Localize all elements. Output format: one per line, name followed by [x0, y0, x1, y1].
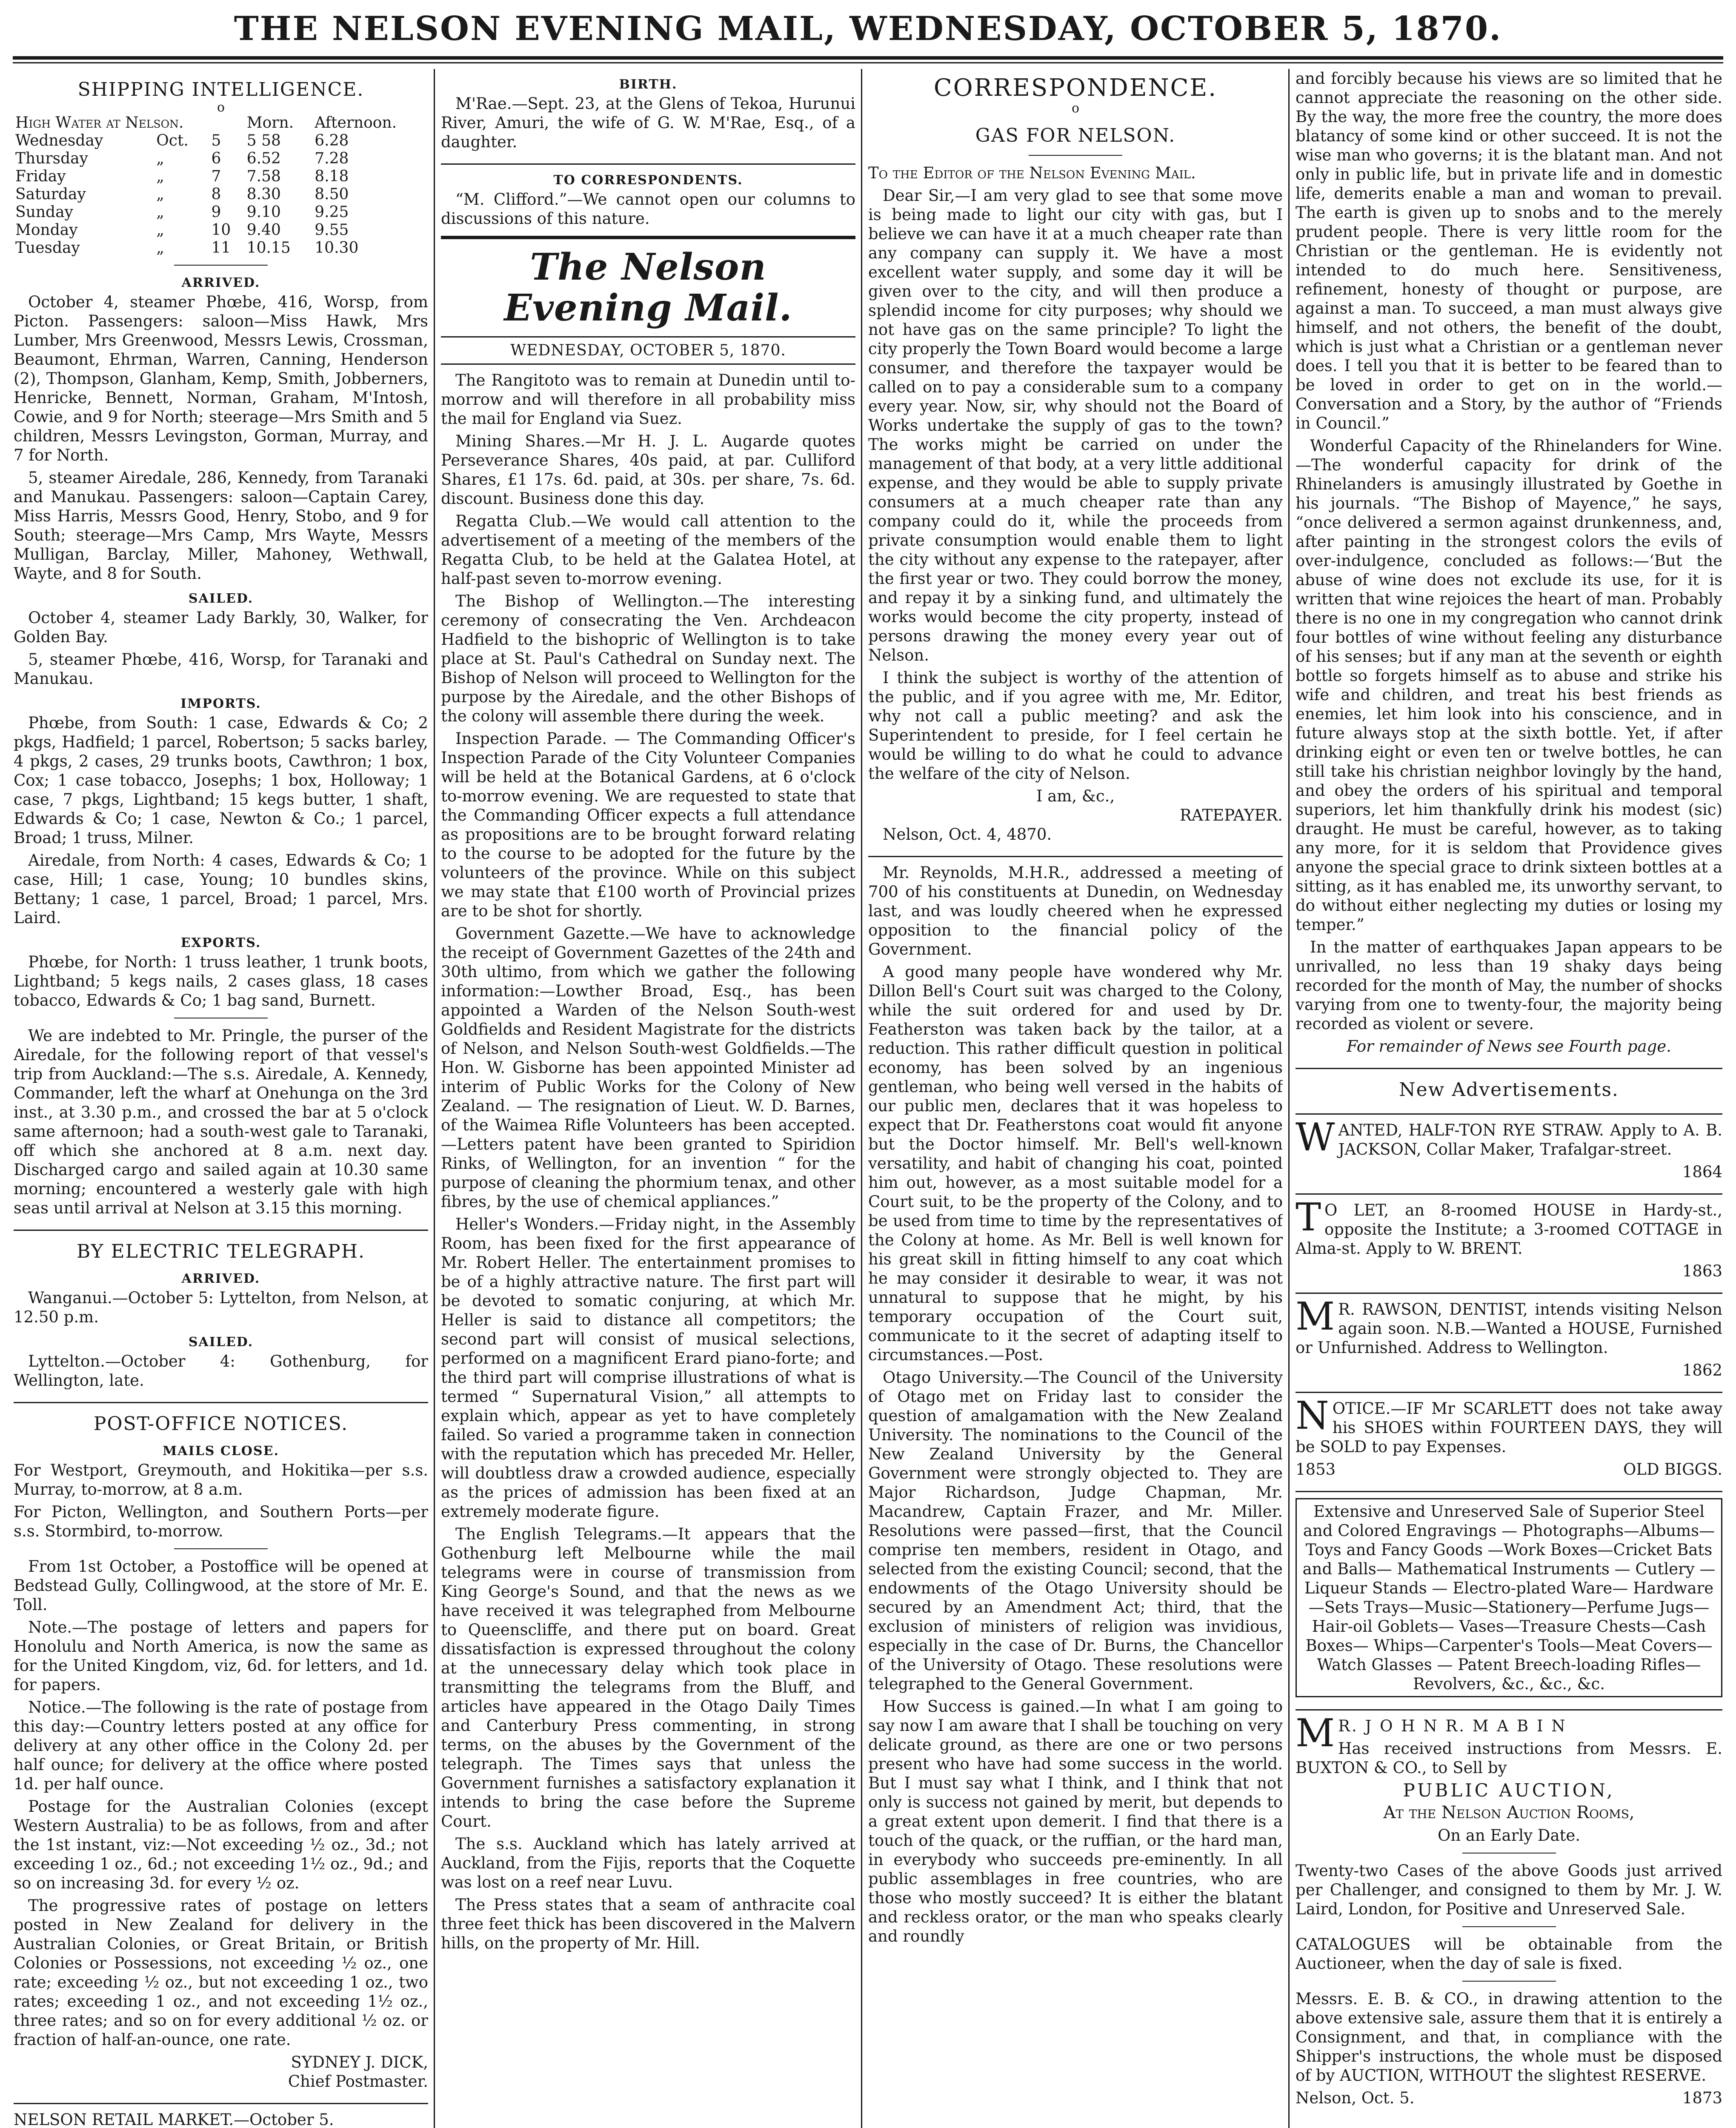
tide-date: 6: [211, 150, 221, 167]
tide-afternoon: 8.18: [315, 168, 349, 185]
tide-month: „: [156, 239, 164, 257]
correspondence-heading: CORRESPONDENCE.: [933, 74, 1218, 102]
drop-cap: N: [1296, 1393, 1329, 1438]
section-rule: [441, 163, 855, 165]
tide-month: „: [156, 203, 164, 221]
exports-heading: EXPORTS.: [180, 935, 261, 950]
tide-row: [14, 239, 428, 257]
tide-afternoon: 6.28: [315, 132, 349, 149]
arrival-entry: October 4, steamer Phœbe, 416, Worsp, from Picton. Passengers: saloon—Miss Hawk, Mrs Lumber, Mrs Greenwood, Messrs Lewis, Crossman, Beaumont, Ehrman, Warren, Canning, Henderson (2), Thompson, Glanham, Kemp, Smith, Jobberners, Henricke, Bennett, Norman, Graham, M'Intosh, Cowie, and 9 for North; steerage—Mrs Smith and 5 children, Messrs Levingston, Gorman, Murray, and 7 for North.: [14, 293, 428, 464]
title-rule-thin: [13, 62, 1723, 63]
tide-row: [14, 150, 428, 168]
tide-month: „: [156, 150, 164, 167]
mail-item: For Westport, Greymouth, and Hokitika—per s.s. Murray, to-morrow, at 8 a.m.: [14, 1461, 428, 1499]
import-entry: Phœbe, from South: 1 case, Edwards & Co; 2 pkgs, Hadfield; 1 parcel, Robertson; 5 sacks barley, 4 pkgs, 2 cases, 29 trunks boots, Cawthron; 1 box, Cox; 1 case tobacco, Josephs; 1 box, Holloway; 1 case, 7 pkgs, Lightband; 15 kegs butter, 1 shaft, Edwards & Co; 1 case, Newton & Co.; 1 parcel, Broad; 1 truss, Milner.: [14, 714, 428, 847]
drop-cap: M: [1296, 1294, 1335, 1339]
tide-afternoon: 8.50: [315, 186, 349, 203]
auction-venue: At the Nelson Auction Rooms,: [1383, 1803, 1635, 1822]
post-notice: Notice.—The following is the rate of postage from this day:—Country letters posted at any office for delivery at any other office in the Colony 2d. per half ounce; for delivery at the office where posted 1d. per half ounce.: [14, 1698, 428, 1793]
tide-header-afternoon: Afternoon.: [315, 114, 397, 132]
editorial-paragraph: The Press states that a seam of anthracite coal three feet thick has been discovered in the Malvern hills, on the property of Mr. Hill.: [441, 1896, 855, 1952]
auction-date: On an Early Date.: [1437, 1826, 1581, 1845]
divider: [1462, 1981, 1556, 1982]
advert-ref: 1863: [1682, 1262, 1722, 1280]
editorial-paragraph: Inspection Parade. — The Commanding Officer's Inspection Parade of the City Volunteer Companies will be held at the Botanical Gardens, at 6 o'clock to-morrow evening. We are requested to state that the Commanding Officer expects a full attendance as propositions are to be brought forward relating to the course to be adopted for the future by the volunteers of the province. While on this subject we may state that £100 worth of Provincial prizes are to be shot for shortly.: [441, 729, 855, 920]
tide-month: „: [156, 186, 164, 203]
auction-paragraph: CATALOGUES will be obtainable from the Auctioneer, when the day of sale is fixed.: [1296, 1935, 1722, 1973]
correspondents-heading: TO CORRESPONDENTS.: [553, 173, 743, 188]
advert-ref: 1864: [1682, 1163, 1722, 1181]
tide-date: 10: [211, 221, 231, 239]
birth-notice: M'Rae.—Sept. 23, at the Glens of Tekoa, Hurunui River, Amuri, the wife of G. W. M'Rae, Esq., of a daughter.: [441, 94, 855, 151]
article-continuation: and forcibly because his views are so limited that he cannot appreciate the reasoning on the other side. By the way, the more free the country, the more does blatancy of some kind or other succeed. It is not the wise man who governs; it is the blatant man. And not only in public life, but in private life and in domestic life, demerits enable a man and woman to prevail. The earth is given up to snobs and to the merely prudent people. There is very little room for the Christian or the gentleman. He is evidently not intended to do much here. Sensitiveness, refinement, honesty of thought or purpose, are against a man. To succeed, a man must always give himself, and not others, the benefit of the doubt, which is just what a Christian or a gentleman never does. I tell you that it is better to be feared than to be loved in order to get on in the world.—Conversation and a Story, by the author of “Friends in Council.”: [1296, 69, 1722, 432]
column-4: [1296, 69, 1722, 2128]
letter-closing: I am, &c.,: [1036, 787, 1115, 805]
masthead-date: WEDNESDAY, OCTOBER 5, 1870.: [441, 338, 855, 365]
tide-date: 9: [211, 203, 221, 221]
section-rule: [14, 1230, 428, 1231]
arrived-heading: ARRIVED.: [181, 275, 260, 290]
section-rule: [1296, 1113, 1722, 1115]
auction-paragraph: Messrs. E. B. & CO., in drawing attention to the above extensive sale, assure them that it is entirely a Consignment, and that, in compliance with the Shipper's instructions, the whole must be disposed of by AUCTION, WITHOUT the slightest RESERVE.: [1296, 1990, 1722, 2085]
advert-ref: 1873: [1682, 2089, 1722, 2107]
post-notice: Note.—The postage of letters and papers for Honolulu and North America, is now the same as for the United Kingdom, viz, 6d. for letters, and 1d. for papers.: [14, 1618, 428, 1694]
tide-morn: 9.10: [246, 203, 281, 221]
page-title: THE NELSON EVENING MAIL, WEDNESDAY, OCTOBER 5, 1870.: [234, 9, 1502, 48]
tide-date: 11: [211, 239, 231, 257]
tide-date: 7: [211, 168, 221, 185]
section-rule: [1296, 1491, 1722, 1492]
news-paragraph: Otago University.—The Council of the University of Otago met on Friday last to consider the question of amalgamation with the New Zealand University. The nominations to the Council of the New Zealand University by the General Government were strongly objected to. They are Major Richardson, Judge Chapman, Mr. Macandrew, Captain Frazer, and Mr. Miller. Resolutions were passed—first, that the Council comprise ten members, resident in Otago, and selected from the existing Council; second, that the endowments of the Otago University should be secured by an Amendment Act; third, that the exclusion of ministers of religion was invidious, especially in the case of Dr. Burns, the Chancellor of the University of Otago. These resolutions were telegraphed to the General Government.: [868, 1368, 1283, 1693]
ornament: o: [1071, 101, 1080, 116]
column-rule-2: [861, 69, 862, 2128]
tide-day: Saturday: [15, 186, 86, 203]
advert-ref: 1853: [1296, 1460, 1336, 1479]
advert-signature: OLD BIGGS.: [1623, 1460, 1722, 1479]
tide-month: Oct.: [156, 132, 189, 149]
advert-to-let: [1296, 1195, 1722, 1281]
telegraph-sailed-heading: SAILED.: [188, 1335, 254, 1350]
tide-date: 8: [211, 186, 221, 203]
column-rule-3: [1288, 69, 1290, 2128]
post-notice: The progressive rates of postage on letters posted in New Zealand for delivery in the Australian Colonies, or Great Britain, or British Colonies or Possessions, not exceeding ½ oz., one rate; exceeding ½ oz., but not exceeding 1 oz., two rates; exceeding 1 oz., and not exceeding 1½ oz., three rates; and so on for every additional ½ oz. or fraction of half-an-ounce, one rate.: [14, 1896, 428, 2049]
tide-row: [14, 203, 428, 221]
tide-afternoon: 9.55: [315, 221, 349, 239]
sale-box: Extensive and Unreserved Sale of Superior Steel and Colored Engravings — Photographs—Albums—Toys and Fancy Goods —Work Boxes—Cricket Bats and Balls— Mathematical Instruments — Cutlery — Liqueur Stands — Electro-plated Ware— Hardware—Sets Trays—Music—Stationery—Perfume Jugs— Hair-oil Goblets— Vases—Treasure Chests—Cash Boxes— Whips—Carpenter's Tools—Meat Covers— Watch Glasses — Patent Breech-loading Rifles—Revolvers, &c., &c., &c.: [1296, 1498, 1722, 1697]
auction-footer: [1296, 2088, 1722, 2108]
postmaster-signature: SYDNEY J. DICK,: [291, 2053, 428, 2071]
advert-dentist: [1296, 1294, 1722, 1380]
telegraph-heading: BY ELECTRIC TELEGRAPH.: [76, 1241, 366, 1262]
news-paragraph: A good many people have wondered why Mr. Dillon Bell's Court suit was charged to the Colony, while the suit ordered for and used by Dr. Featherston was taken back by the tailor, at a reduction. This rather difficult question in political economy, has been solved by an ingenious gentleman, who being well versed in the habits of our public men, declares that it was hopeless to expect that Dr. Featherstons coat would fit anyone but the Doctor himself. Mr. Bell's well-known versatility, and habit of changing his coat, pointed him out, however, as a most suitable model for a Court suit, to be the property of the Colony, and to be used from time to time by the representatives of the Colony at home. As Mr. Bell is well known for his great skill in fitting himself to any coat which he may consider it desirable to wear, it was not unnatural to suppose that he might, by his temporary occupation of the Court suit, communicate to it the secret of adapting itself to circumstances.—Post.: [868, 963, 1283, 1364]
news-paragraph: How Success is gained.—In what I am going to say now I am aware that I shall be touching on very delicate ground, as there are one or two persons present who have had some success in the world. But I must say what I think, and I think that not only is success not gained by merit, but depends to a great extent upon demerit. I find that there is a touch of the quack, or the ruffian, or the hard man, in everybody who succeeds pre-eminently. In all public assemblages in free countries, who are those who mostly succeed? It is either the blatant and reckless orator, or the man who speaks clearly and roundly: [868, 1697, 1283, 1945]
tide-header-morn: Morn.: [246, 114, 294, 132]
gas-heading: GAS FOR NELSON.: [975, 125, 1176, 146]
sailing-entry: 5, steamer Phœbe, 416, Worsp, for Taranaki and Manukau.: [14, 650, 428, 688]
divider: [1029, 155, 1122, 156]
postmaster-title: Chief Postmaster.: [288, 2072, 428, 2091]
tide-month: „: [156, 221, 164, 239]
section-rule: [1296, 1392, 1722, 1393]
section-rule: [1296, 1709, 1722, 1710]
drop-cap: W: [1296, 1115, 1335, 1160]
shipping-heading: SHIPPING INTELLIGENCE.: [77, 79, 364, 100]
article-paragraph: Wonderful Capacity of the Rhinelanders for Wine.—The wonderful capacity for drink of the Rhinelanders is amusingly illustrated by Goethe in his journals. “The Bishop of Mayence,” he says, “once delivered a sermon against drunkenness, and, after painting in the strongest colors the evils of over-indulgence, concluded as follows:—‘But the abuse of wine does not exclude its use, for it is written that wine rejoices the heart of man. Probably there is no one in my congregation who cannot drink four bottles of wine without feeling any disturbance of his senses; but if any man at the seventh or eighth bottle so forgets himself as to abuse and strike his wife and children, and treat his best friends as enemies, let him look into his conscience, and in future always stop at the sixth bottle. Yet, if after drinking eight or even ten or twelve bottles, he can still take his christian neighbor lovingly by the hand, and obey the orders of his spiritual and temporal superiors, let him thankfully drink his modest (sic) draught. He must be careful, however, as to taking any more, for it is seldom that Providence gives anyone the special grace to drink sixteen bottles at a sitting, as it has enabled me, its unworthy servant, to do without either neglecting my duties or losing my temper.”: [1296, 437, 1722, 934]
export-entry: Phœbe, for North: 1 truss leather, 1 trunk boots, Lightband; 5 kegs nails, 2 cases glass, 18 cases tobacco, Edwards & Co; 1 bag sand, Burnett.: [14, 953, 428, 1010]
section-rule: [1296, 1293, 1722, 1294]
advert-straw: [1296, 1115, 1722, 1181]
letter-paragraph: I think the subject is worthy of the attention of the public, and if you agree with me, Mr. Editor, why not call a public meeting? and ask the Superintendent to preside, for I feel certain he would be willing to do what he could to advance the welfare of the city of Nelson.: [868, 669, 1283, 783]
letter-paragraph: Dear Sir,—I am very glad to see that some move is being made to light our city with gas, but I believe we can have it at a much cheaper rate than any company can supply it. We have a most excellent water supply, and some day it will be given over to the city, and will then produce a splendid income for city purposes; why should we not have gas on the same principle? To light the city properly the Town Board would become a large consumer, and therefore the taxpayer would be called on to pay a considerable sum to a company every year. Now, sir, why should not the Board of Works undertake the supply of gas to the town? The works might be carried on under the management of that body, at a very little additional expense, and they would be able to supply private consumers at a much cheaper rate than any company could do it, while the proceeds from private consumption would enable them to light the city without any expense to the ratepayer, after the first year or two. They could borrow the money, and repay it by a sinking fund, and ultimately the works would become the city property, instead of persons drawing the money every year out of Nelson.: [868, 186, 1283, 664]
tide-afternoon: 7.28: [315, 150, 349, 167]
market-heading: NELSON RETAIL MARKET.—October 5.: [14, 2111, 334, 2128]
column-2: [441, 69, 855, 2128]
tide-morn: 7.58: [246, 168, 281, 185]
editorial-paragraph: The Rangitoto was to remain at Dunedin until to-morrow and will therefore in all probability miss the mail for England via Suez.: [441, 371, 855, 428]
telegraph-sailing: Lyttelton.—October 4: Gothenburg, for Wellington, late.: [14, 1352, 428, 1390]
tide-month: „: [156, 168, 164, 185]
section-rule: [868, 856, 1283, 857]
telegraph-arrived-heading: ARRIVED.: [181, 1271, 260, 1286]
editorial-paragraph: Government Gazette.—We have to acknowledge the receipt of Government Gazettes of the 24th and 30th ultimo, from which we gather the following information:—Lowther Broad, Esq., has been appointed a Warden of the Nelson South-west Goldfields and Resident Magistrate for the districts of Nelson, and Nelson South-west Goldfields.—The Hon. W. Gisborne has been appointed Minister ad interim of Public Works for the Colony of New Zealand. — The resignation of Lieut. W. D. Barnes, of the Waimea Rifle Volunteers has been accepted.—Letters patent have been granted to Spiridion Rinks, of Wellington, for an invention “ for the purpose of cleaning the phormium tenax, and other fibres, by the use of chemical appliances.”: [441, 924, 855, 1211]
tide-afternoon: 10.30: [315, 239, 359, 257]
auction-title: PUBLIC AUCTION,: [1403, 1780, 1615, 1801]
tide-day: Friday: [15, 168, 66, 185]
drop-cap: M: [1296, 1711, 1335, 1756]
section-rule: [1296, 1068, 1722, 1069]
tide-row: [14, 221, 428, 239]
post-office-heading: POST-OFFICE NOTICES.: [93, 1413, 349, 1435]
advert-notice: [1296, 1393, 1722, 1479]
tide-morn: 8.30: [246, 186, 281, 203]
sailed-heading: SAILED.: [188, 591, 254, 606]
drop-cap: T: [1296, 1195, 1321, 1240]
sailing-entry: October 4, steamer Lady Barkly, 30, Walker, for Golden Bay.: [14, 609, 428, 646]
column-3: [868, 69, 1283, 2128]
section-rule: [14, 1402, 428, 1403]
divider: [1462, 1926, 1556, 1927]
tide-afternoon: 9.25: [315, 203, 349, 221]
tide-date: 5: [211, 132, 221, 149]
editorial-paragraph: The s.s. Auckland which has lately arrived at Auckland, from the Fijis, reports that the Coquette was lost on a reef near Luvu.: [441, 1835, 855, 1891]
correspondents-notice: “M. Clifford.”—We cannot open our columns to discussions of this nature.: [441, 190, 855, 228]
tide-day: Sunday: [15, 203, 73, 221]
tide-row: [14, 168, 428, 186]
article-paragraph: In the matter of earthquakes Japan appears to be unrivalled, no less than 19 shaky days being recorded for the month of May, the number of shocks varying from one to twenty-four, the majority being recorded as violent or severe.: [1296, 938, 1722, 1033]
birth-heading: BIRTH.: [619, 77, 678, 92]
letter-dateline: Nelson, Oct. 4, 4870.: [883, 825, 1052, 844]
tide-row: [14, 132, 428, 150]
editorial-paragraph: The Bishop of Wellington.—The interesting ceremony of consecrating the Ven. Archdeacon Hadfield to the bishopric of Wellington is to take place at St. Paul's Cathedral on Sunday next. The Bishop of Nelson will proceed to Wellington for the purpose by the Airedale, and the other Bishops of the colony will assemble there during the week.: [441, 592, 855, 725]
tide-morn: 10.15: [246, 239, 291, 257]
editorial-paragraph: Heller's Wonders.—Friday night, in the Assembly Room, has been fixed for the first appearance of Mr. Robert Heller. The entertainment promises to be of a highly attractive nature. The first part will be devoted to somatic conjuring, at which Mr. Heller is said to distance all competitors; the second part will consist of musical selections, performed on a magnificent Erard piano-forte; and the third part will comprise illustrations of what is termed “ Supernatural Vision,” all attempts to explain which, appear as yet to have completely failed. So varied a programme taken in connection with the reputation which has preceded Mr. Heller, will doubtless draw a crowded audience, especially as the prices of admission has been fixed at an extremely moderate figure.: [441, 1215, 855, 1521]
voyage-report: We are indebted to Mr. Pringle, the purser of the Airedale, for the following report of that vessel's trip from Auckland:—The s.s. Airedale, A. Kennedy, Commander, left the wharf at Onehunga on the 3rd inst., at 3.30 p.m., and crossed the bar at 5 o'clock same afternoon; had a south-west gale to Taranaki, off which she anchored at 8 a.m. next day. Discharged cargo and sailed again at 10.30 same morning; encountered a westerly gale with high seas until arrival at Nelson at 3.15 this morning.: [14, 1027, 428, 1217]
ornament: o: [217, 100, 225, 115]
mail-item: For Picton, Wellington, and Southern Ports—per s.s. Stormbird, to-morrow.: [14, 1503, 428, 1540]
auction-line: Has received instructions from Messrs. E. BUXTON & CO., to Sell by: [1296, 1739, 1722, 1777]
editorial-paragraph: Mining Shares.—Mr H. J. L. Augarde quotes Perseverance Shares, 40s paid, at par. Culliford Shares, £1 17s. 6d. paid, at 30s. per share, 7s. 6d. discount. Business done this day.: [441, 432, 855, 508]
divider: [174, 1548, 268, 1549]
section-rule: [14, 2103, 428, 2104]
masthead: The Nelson Evening Mail.: [441, 236, 855, 338]
tide-header-place: High Water at Nelson.: [15, 114, 184, 132]
advert-text: R. RAWSON, DENTIST, intends visiting Nelson again soon. N.B.—Wanted a HOUSE, Furnished or Unfurnished. Address to Wellington.: [1296, 1300, 1722, 1357]
editorial-paragraph: The English Telegrams.—It appears that the Gothenburg left Melbourne while the mail telegrams were in course of transmission from King George's Sound, and that the news as we have received it was telegraphed from Melbourne to Queenscliffe, and there put on board. Great dissatisfaction is expressed throughout the colony at the unnecessary delay which took place in transmitting the telegrams from the Bluff, and articles have appeared in the Otago Daily Times and Canterbury Press commenting, in strong terms, on the abuses by the Government of the telegraph. The Times says that unless the Government furnishes a satisfactory explanation it intends to bring the case before the Supreme Court.: [441, 1525, 855, 1831]
tide-morn: 6.52: [246, 150, 281, 167]
tide-day: Tuesday: [15, 239, 80, 257]
advert-text: ANTED, HALF-TON RYE STRAW. Apply to A. B. JACKSON, Collar Maker, Trafalgar-street.: [1338, 1121, 1722, 1158]
arrival-entry: 5, steamer Airedale, 286, Kennedy, from Taranaki and Manukau. Passengers: saloon—Captain Carey, Miss Harris, Messrs Good, Henry, Stobo, and 9 for South; steerage—Mrs Camp, Mrs Wayte, Messrs Mulligan, Barclay, Miller, Mahoney, Wethwall, Wayte, and 8 for South.: [14, 469, 428, 583]
advert-text: O LET, an 8-roomed HOUSE in Hardy-st., opposite the Institute; a 3-roomed COTTAGE in Alma-st. Apply to W. BRENT.: [1296, 1201, 1722, 1258]
advert-ref: 1862: [1682, 1361, 1722, 1379]
mails-close-heading: MAILS CLOSE.: [163, 1444, 279, 1459]
advert-footer: [1296, 1460, 1722, 1479]
telegraph-arrival: Wanganui.—October 5: Lyttelton, from Nelson, at 12.50 p.m.: [14, 1289, 428, 1326]
tide-morn: 9.40: [246, 221, 281, 239]
remainder-note: For remainder of News see Fourth page.: [1347, 1037, 1671, 1055]
tide-day: Wednesday: [15, 132, 103, 149]
tide-day: Monday: [15, 221, 78, 239]
letter-address: To the Editor of the Nelson Evening Mail.: [868, 164, 1196, 182]
section-rule: [1296, 1193, 1722, 1195]
auction-dateline: Nelson, Oct. 5.: [1296, 2089, 1415, 2107]
tide-day: Thursday: [15, 150, 88, 167]
tide-table: [14, 114, 428, 257]
auction-paragraph: Twenty-two Cases of the above Goods just arrived per Challenger, and consigned to them by Mr. J. W. Laird, London, for Positive and Unreserved Sale.: [1296, 1862, 1722, 1918]
post-notice: From 1st October, a Postoffice will be opened at Bedstead Gully, Collingwood, at the store of Mr. E. Toll.: [14, 1557, 428, 1614]
letter-signature: RATEPAYER.: [1179, 806, 1283, 824]
advert-text: OTICE.—IF Mr SCARLETT does not take away his SHOES within FOURTEEN DAYS, they will be SOLD to pay Expenses.: [1296, 1399, 1722, 1456]
editorial-paragraph: Regatta Club.—We would call attention to the advertisement of a meeting of the members of the Regatta Club, to be held at the Galatea Hotel, at half-past seven to-morrow evening.: [441, 512, 855, 588]
advert-auction: [1296, 1711, 1722, 2108]
adverts-heading: New Advertisements.: [1399, 1079, 1619, 1101]
tide-morn: 5 58: [246, 132, 281, 149]
column-1: [14, 69, 428, 2128]
column-rule-1: [434, 69, 435, 2128]
auctioneer-name: R. J O H N R. M A B I N: [1338, 1717, 1567, 1735]
imports-heading: IMPORTS.: [180, 696, 261, 711]
divider: [174, 265, 268, 266]
tide-header-row: [14, 114, 428, 132]
news-paragraph: Mr. Reynolds, M.H.R., addressed a meeting of 700 of his constituents at Dunedin, on Wednesday last, and was loudly cheered when he expressed opposition to the financial policy of the Government.: [868, 864, 1283, 958]
tide-row: [14, 186, 428, 203]
post-notice: Postage for the Australian Colonies (except Western Australia) to be as follows, from and after the 1st instant, viz:—Not exceeding ½ oz., 3d.; not exceeding 1 oz., 6d.; not exceeding 1½ oz., 9d.; and so on increasing 3d. for every ½ oz.: [14, 1797, 428, 1892]
title-rule-thick: [13, 56, 1723, 60]
import-entry: Airedale, from North: 4 cases, Edwards & Co; 1 case, Hill; 1 case, Young; 10 bundles skins, Bettany; 1 case, 1 parcel, Broad; 1 parcel, Mrs. Laird.: [14, 851, 428, 927]
